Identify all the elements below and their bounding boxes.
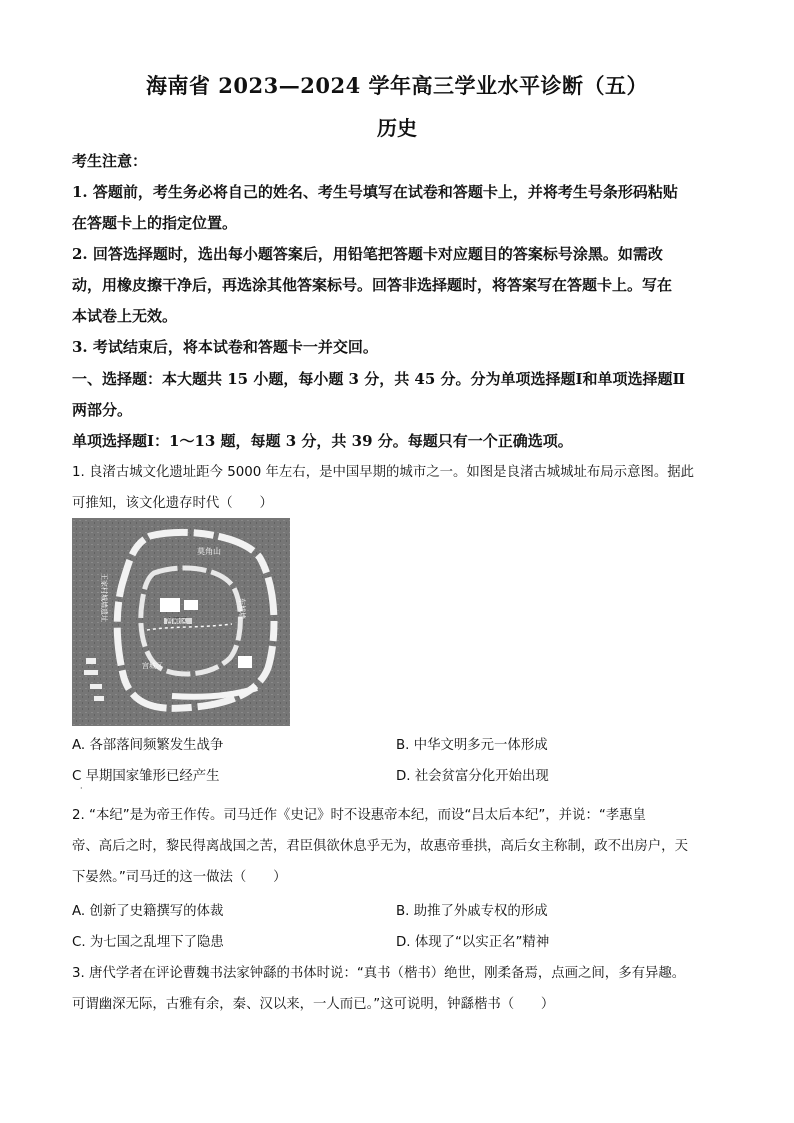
liangzhu-city-map: [72, 518, 290, 726]
notice-heading: 考生注意：: [72, 152, 148, 170]
notice-line: 动，用橡皮擦干净后，再选涂其他答案标号。回答非选择题时，将答案写在答题卡上。写在: [72, 276, 673, 294]
question-1-stem: 可推知，该文化遗存时代（ ）: [72, 496, 273, 511]
subject-title: 历史: [377, 116, 417, 140]
question-2-stem: 帝、高后之时，黎民得离战国之苦，君臣俱欲休息乎无为，故惠帝垂拱，高后女主称制，政不出房户，天: [72, 839, 688, 854]
question-2-option-d: D. 体现了“以实正名”精神: [396, 935, 550, 950]
notice-line: 1. 答题前，考生务必将自己的姓名、考生号填写在试卷和答题卡上，并将考生号条形码粘贴: [72, 183, 678, 201]
section-subheading: 单项选择题Ⅰ：1～13 题，每题 3 分，共 39 分。每题只有一个正确选项。: [72, 432, 573, 450]
question-2-stem: 下晏然。”司马迁的这一做法（ ）: [72, 870, 287, 885]
question-1-option-d: D. 社会贫富分化开始出现: [396, 769, 549, 784]
question-2-option-a: A. 创新了史籍撰写的体裁: [72, 904, 224, 919]
map-label-palace: 宫殿区: [166, 617, 187, 625]
question-1-option-b: B. 中华文明多元一体形成: [396, 738, 548, 753]
section-heading: 两部分。: [72, 401, 133, 419]
notice-line: 本试卷上无效。: [72, 307, 178, 325]
notice-line: 在答题卡上的指定位置。: [72, 214, 238, 232]
question-1-option-a: A. 各部落间频繁发生战争: [72, 738, 224, 753]
map-label-south: 宫城区: [142, 662, 163, 670]
map-label-east: 东城墙: [238, 598, 246, 619]
notice-line: 2. 回答选择题时，选出每小题答案后，用铅笔把答题卡对应题目的答案标号涂黑。如需改: [72, 245, 663, 263]
question-2-option-b: B. 助推了外戚专权的形成: [396, 904, 548, 919]
map-label-west: 王家村城墙遗址: [100, 573, 108, 622]
question-2-stem: 2. “本纪”是为帝王作传。司马迁作《史记》时不设惠帝本纪，而设“吕太后本纪”，并说：“孝惠皇: [72, 808, 646, 823]
exam-title: 海南省 2023—2024 学年高三学业水平诊断（五）: [145, 73, 648, 98]
notice-line: 3. 考试结束后，将本试卷和答题卡一并交回。: [72, 338, 378, 356]
stray-dot: ·: [80, 784, 83, 793]
question-1-stem: 1. 良渚古城文化遗址距今 5000 年左右，是中国早期的城市之一。如图是良渚古城城址布局示意图。据此: [72, 465, 695, 480]
map-label-north: 莫角山: [197, 547, 221, 556]
question-3-stem: 3. 唐代学者在评论曹魏书法家钟繇的书体时说：“真书（楷书）绝世，刚柔备焉，点画之间，多有异趣。: [72, 966, 686, 981]
question-1-option-c: C 早期国家雏形已经产生: [72, 769, 220, 784]
question-3-stem: 可谓幽深无际，古雅有余，秦、汉以来，一人而已。”这可说明，钟繇楷书（ ）: [72, 997, 555, 1012]
section-heading: 一、选择题：本大题共 15 小题，每小题 3 分，共 45 分。分为单项选择题Ⅰ和单项选择题Ⅱ: [72, 370, 686, 388]
question-2-option-c: C. 为七国之乱埋下了隐患: [72, 935, 224, 950]
